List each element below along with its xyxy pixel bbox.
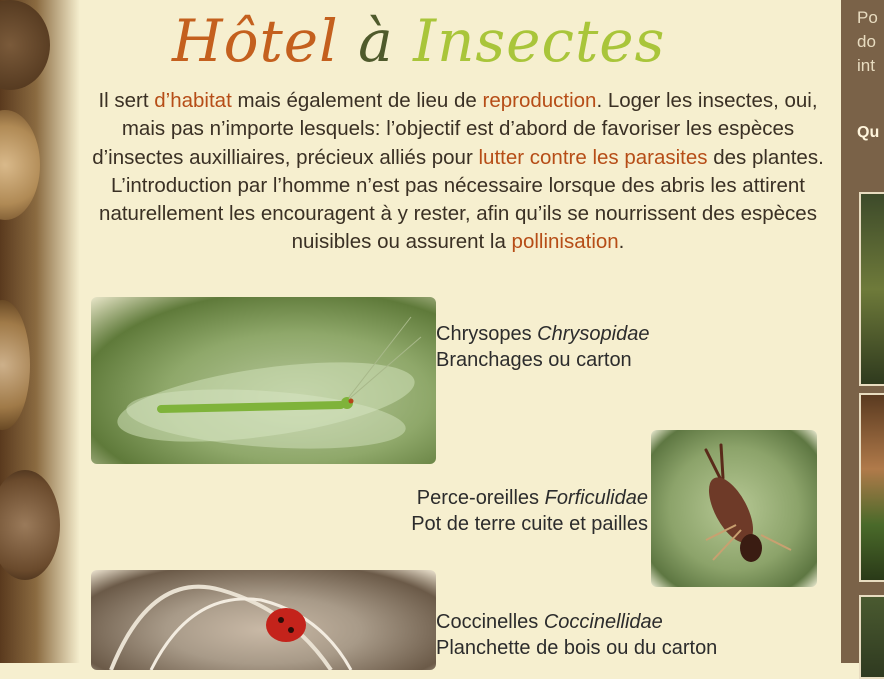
intro-highlight: d’habitat [154,89,232,112]
insect-latin-name: Chrysopidae [537,323,650,345]
ladybird-photo [91,570,436,670]
insect-shelter: Pot de terre cuite et pailles [411,513,648,535]
intro-text: . Loger les insectes, oui, mais pas n’importe lesquels: l’objectif est d’abord de favoriser les espèces d’insectes auxilliaires, précieux alliés pour [92,89,818,169]
page-title [172,6,665,76]
insect-name: Coccinelles [436,611,539,633]
earwig-illustration [651,430,817,587]
side-thumbnail-image [859,393,884,582]
intro-highlight: pollinisation [511,230,619,254]
adjacent-panel-heading: Qu [857,124,880,141]
adjacent-panel-text [857,6,878,78]
intro-highlight: lutter contre les parasites [478,145,708,169]
caption-chrysopes [436,321,649,373]
earwig-photo [651,430,817,587]
intro-text: des plantes. L’introduction par l’homme n’est pas nécessaire lorsque des abris les attirent naturellement les encouragent à y rester, afin qu’ils se nourrissent des espèces nuisibles ou assurent la [99,145,824,254]
intro-text: mais également de lieu de [231,89,483,112]
intro-text: Il sert [98,89,155,112]
panel-line: do [857,32,876,51]
title-word-insectes: Insectes [413,7,666,75]
side-thumbnail-image [859,192,884,386]
caption-perce-oreilles [382,485,648,537]
insect-name: Chrysopes [436,323,532,345]
wood-log-image [0,300,30,430]
panel-line: int [857,56,875,75]
intro-highlight: reproduction [482,89,597,112]
intro-text: . [618,230,625,254]
insect-shelter: Branchages ou carton [436,349,632,371]
lacewing-illustration [91,297,436,464]
insect-latin-name: Coccinellidae [543,611,663,633]
title-word-hotel: Hôtel [172,7,339,75]
panel-line: Po [857,8,878,27]
left-wood-photo-strip [0,0,80,663]
wood-log-image [0,0,50,90]
lacewing-photo [91,297,436,464]
insect-name: Perce-oreilles [416,487,540,509]
caption-coccinelles [436,609,717,661]
insect-latin-name: Forficulidae [544,487,648,509]
title-word-a: à [358,7,394,75]
wood-log-image [0,110,40,220]
insect-shelter: Planchette de bois ou du carton [436,637,718,659]
intro-paragraph [86,87,830,257]
side-thumbnail-image [859,595,884,679]
ladybird-illustration [91,570,436,670]
wood-log-image [0,470,60,580]
